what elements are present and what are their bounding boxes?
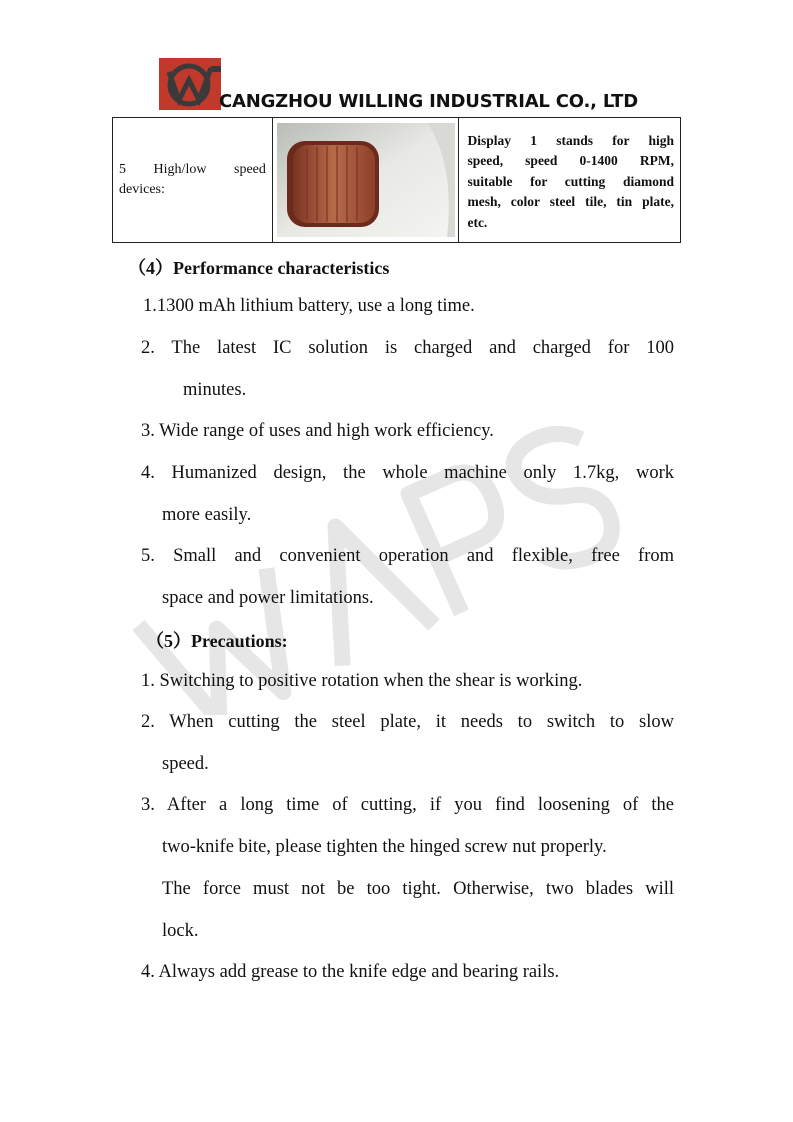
spec-description-line: Display 1 stands for high (467, 132, 674, 148)
list-item (141, 660, 582, 702)
list-item-line: 2. The latest IC solution is charged and charged for 100 (141, 338, 674, 358)
list-item-line: 3. After a long time of cutting, if you find loosening of the (141, 795, 674, 815)
spec-description-line: mesh, color steel tile, tin plate, (467, 194, 674, 210)
list-item (141, 784, 674, 952)
table-row (113, 118, 681, 243)
spec-description-line: suitable for cutting diamond (467, 173, 674, 189)
watermark-text: WAPS (110, 395, 113, 396)
list-item-line: 1. Switching to positive rotation when the shear is working. (141, 671, 583, 691)
spec-label-line: 5 High/low speed (119, 162, 266, 177)
list-item (141, 535, 674, 619)
company-logo-icon (159, 58, 221, 110)
list-item-line: 5. Small and convenient operation and flexible, free from (141, 546, 674, 566)
list-item (141, 452, 674, 536)
list-item-line: lock. (162, 921, 199, 941)
list-item-line: 3. Wide range of uses and high work efficiency. (141, 421, 494, 441)
list-item-line: minutes. (183, 380, 247, 400)
section-heading-performance: （4）Performance characteristics (128, 258, 390, 278)
spec-description-cell (459, 118, 681, 243)
company-name: CANGZHOU WILLING INDUSTRIAL CO., LTD (219, 91, 638, 112)
list-item-line: 1.1300 mAh lithium battery, use a long time. (143, 296, 475, 316)
list-item (141, 701, 674, 785)
list-item-line: two-knife bite, please tighten the hinged screw nut properly. (162, 837, 607, 857)
section-heading-precautions: （5）Precautions: (146, 631, 288, 651)
list-item-line: The force must not be too tight. Otherwise, two blades will (162, 879, 674, 899)
spec-description-line: speed, speed 0-1400 RPM, (467, 153, 674, 169)
spec-label-cell (113, 118, 273, 243)
list-item (141, 327, 674, 411)
spec-label-line: devices: (119, 182, 165, 197)
list-item (141, 410, 494, 452)
list-item-line: 2. When cutting the steel plate, it needs to switch to slow (141, 712, 674, 732)
list-item-line: 4. Humanized design, the whole machine only 1.7kg, work (141, 463, 674, 483)
list-item (143, 285, 475, 327)
list-item-line: more easily. (162, 505, 252, 525)
spec-description-line: etc. (467, 214, 488, 230)
spec-image-cell (272, 118, 459, 243)
list-item-line: space and power limitations. (162, 588, 374, 608)
list-item-line: 4. Always add grease to the knife edge and bearing rails. (141, 962, 560, 982)
spec-table (112, 117, 681, 243)
list-item (141, 951, 559, 993)
page-header (159, 58, 679, 116)
list-item-line: speed. (162, 754, 209, 774)
speed-dial-photo-icon (277, 123, 455, 237)
